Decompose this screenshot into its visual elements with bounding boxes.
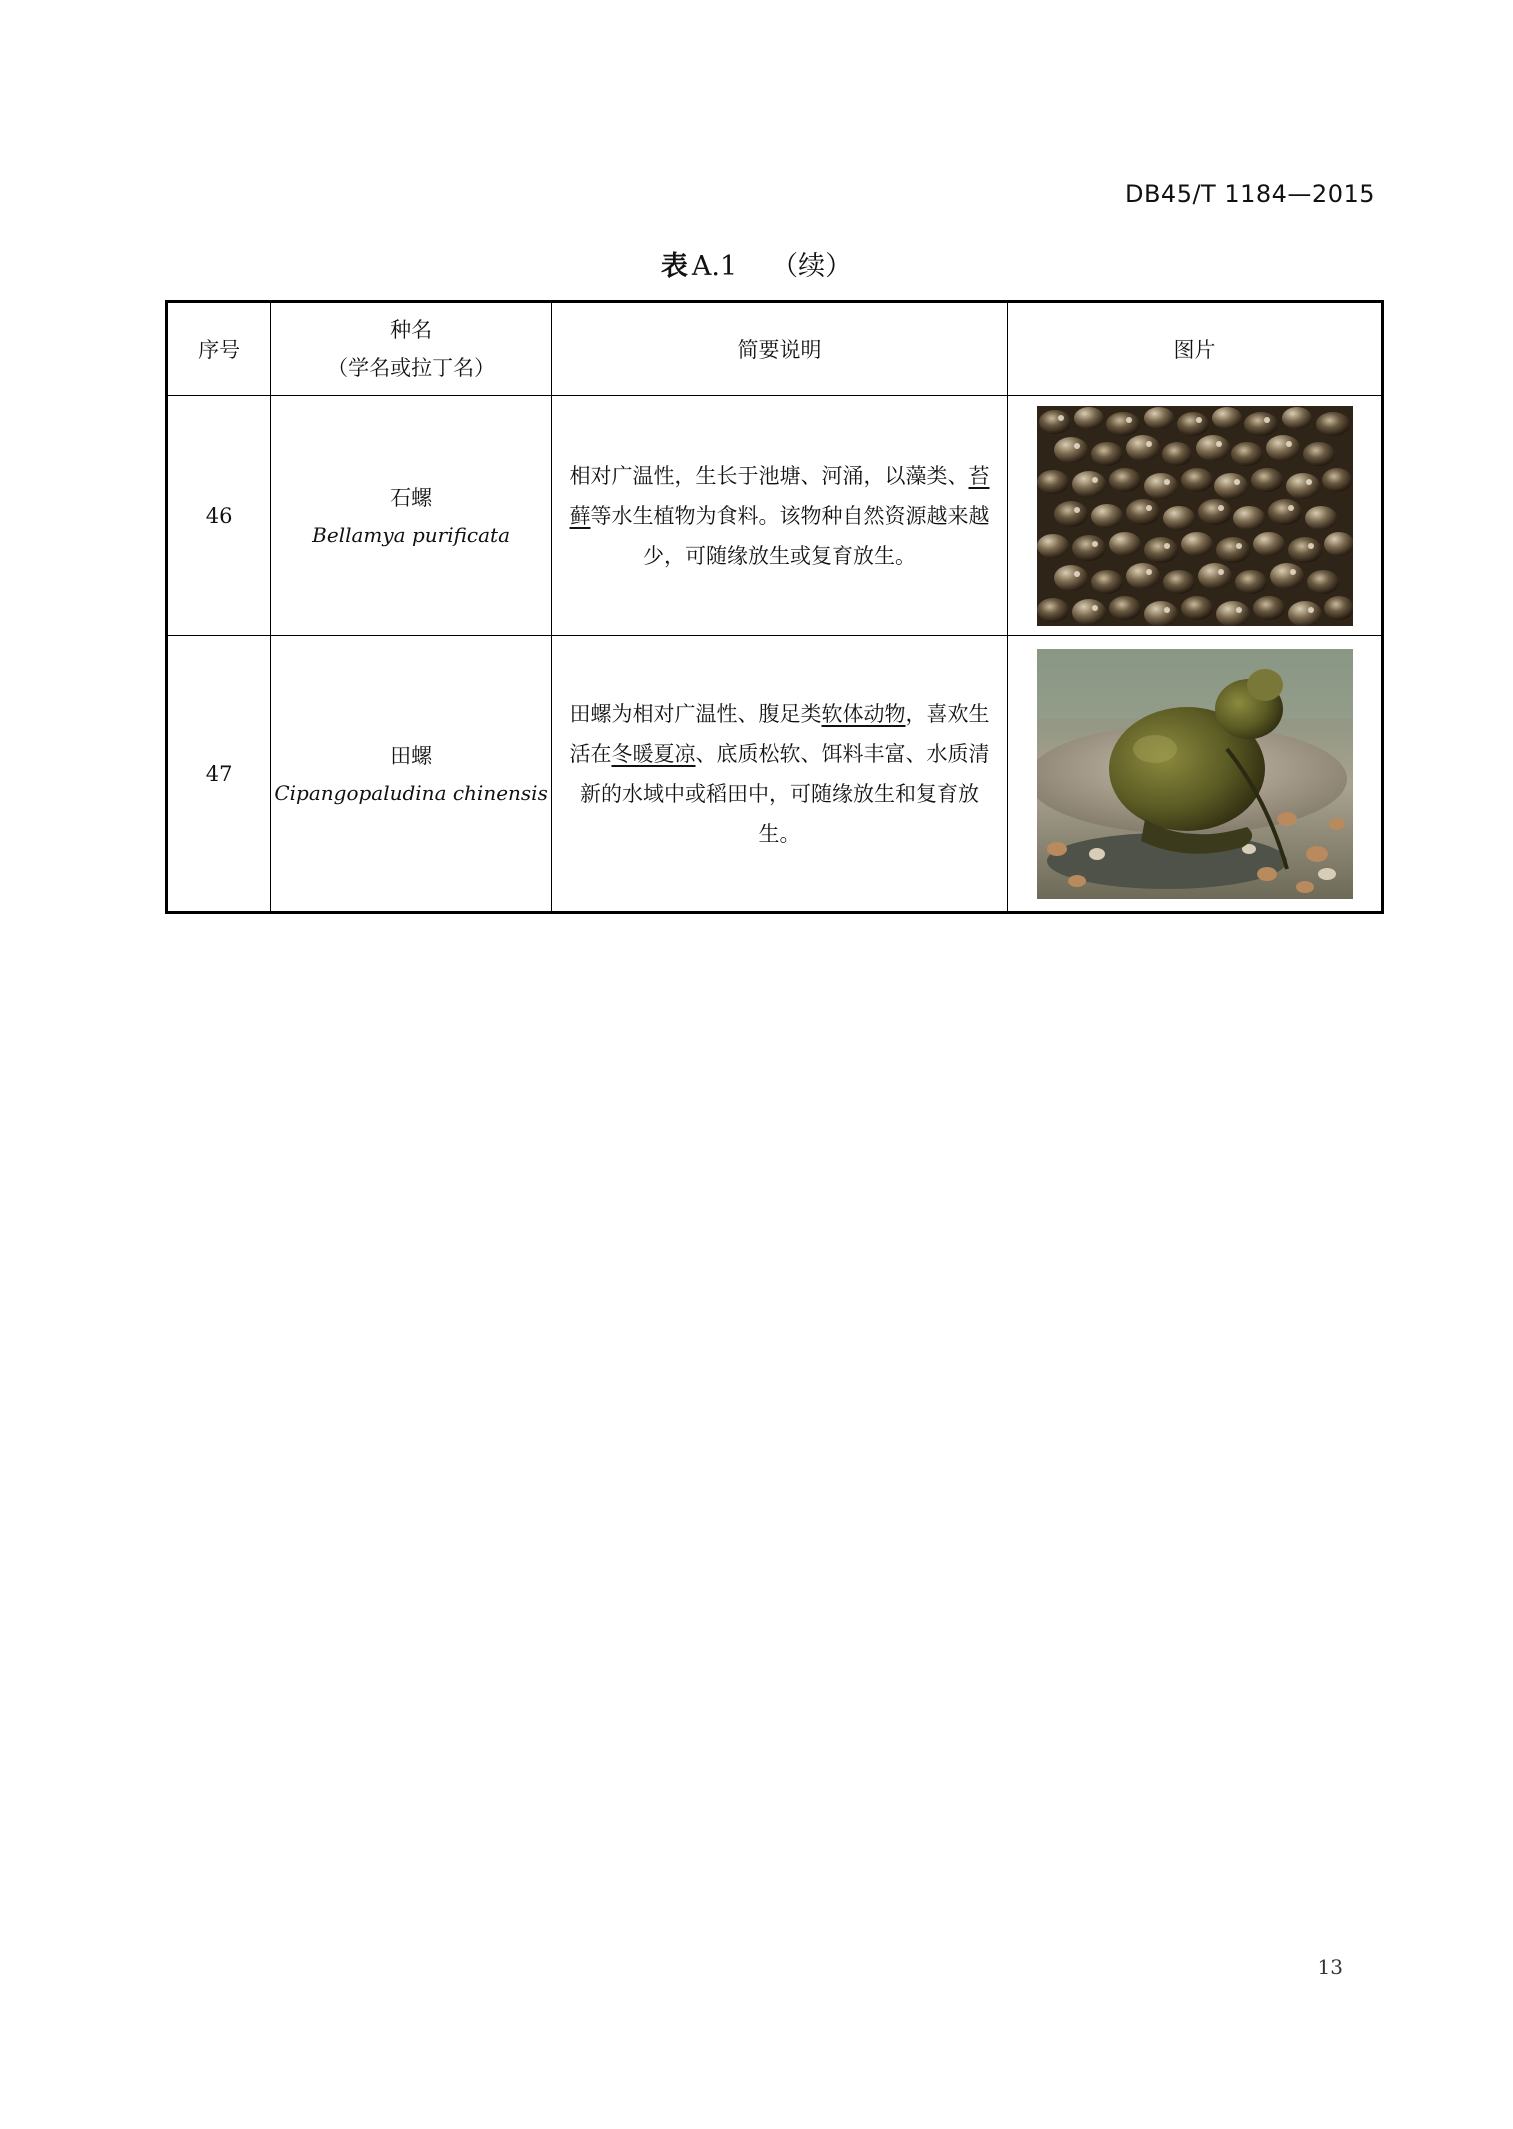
header-no: 序号 (167, 302, 271, 396)
row-species-name (271, 636, 552, 913)
caption-number: A.1 (691, 251, 738, 282)
header-desc: 简要说明 (551, 302, 1007, 396)
table-caption (0, 244, 1513, 283)
desc-part: 田螺为相对广温性、腹足类 (569, 701, 822, 726)
caption-label: 表 (660, 251, 688, 282)
header-name-line1: 种名 (390, 318, 433, 342)
table-row (167, 636, 1383, 913)
chinese-name: 石螺 (390, 485, 433, 510)
table-row (167, 396, 1383, 636)
desc-part: ，喜欢生活在 (569, 701, 990, 766)
desc-part-underlined: 苔藓 (569, 463, 990, 528)
header-name-line2: （学名或拉丁名） (327, 356, 496, 380)
caption-continued: （续） (771, 251, 853, 282)
row-description (551, 636, 1007, 913)
table-header-row (167, 302, 1383, 396)
desc-part: 相对广温性，生长于池塘、河涌，以藻类、 (569, 463, 969, 488)
river-snail-photo-icon (1037, 649, 1353, 899)
row-image-cell (1008, 636, 1383, 913)
snail-cluster-photo-icon (1037, 406, 1353, 626)
species-table (165, 300, 1384, 914)
latin-name: Bellamya purificata (312, 522, 511, 547)
document-code: DB45/T 1184—2015 (1124, 180, 1375, 208)
row-image-cell (1008, 396, 1383, 636)
desc-part-underlined: 软体动物 (821, 701, 906, 726)
row-description (551, 396, 1007, 636)
latin-name: Cipangopaludina chinensis (274, 780, 548, 805)
header-image: 图片 (1008, 302, 1383, 396)
row-species-name (271, 396, 552, 636)
chinese-name: 田螺 (390, 743, 433, 768)
header-name (271, 302, 552, 396)
desc-part: 等水生植物为食料。该物种自然资源越来越少，可随缘放生或复育放生。 (590, 503, 990, 568)
desc-part: 、底质松软、饵料丰富、水质清新的水域中或稻田中，可随缘放生和复育放生。 (580, 741, 990, 846)
row-seq: 46 (167, 396, 271, 636)
row-seq: 47 (167, 636, 271, 913)
desc-part-underlined: 冬暖夏凉 (611, 741, 696, 766)
page-number: 13 (1317, 1955, 1343, 1979)
